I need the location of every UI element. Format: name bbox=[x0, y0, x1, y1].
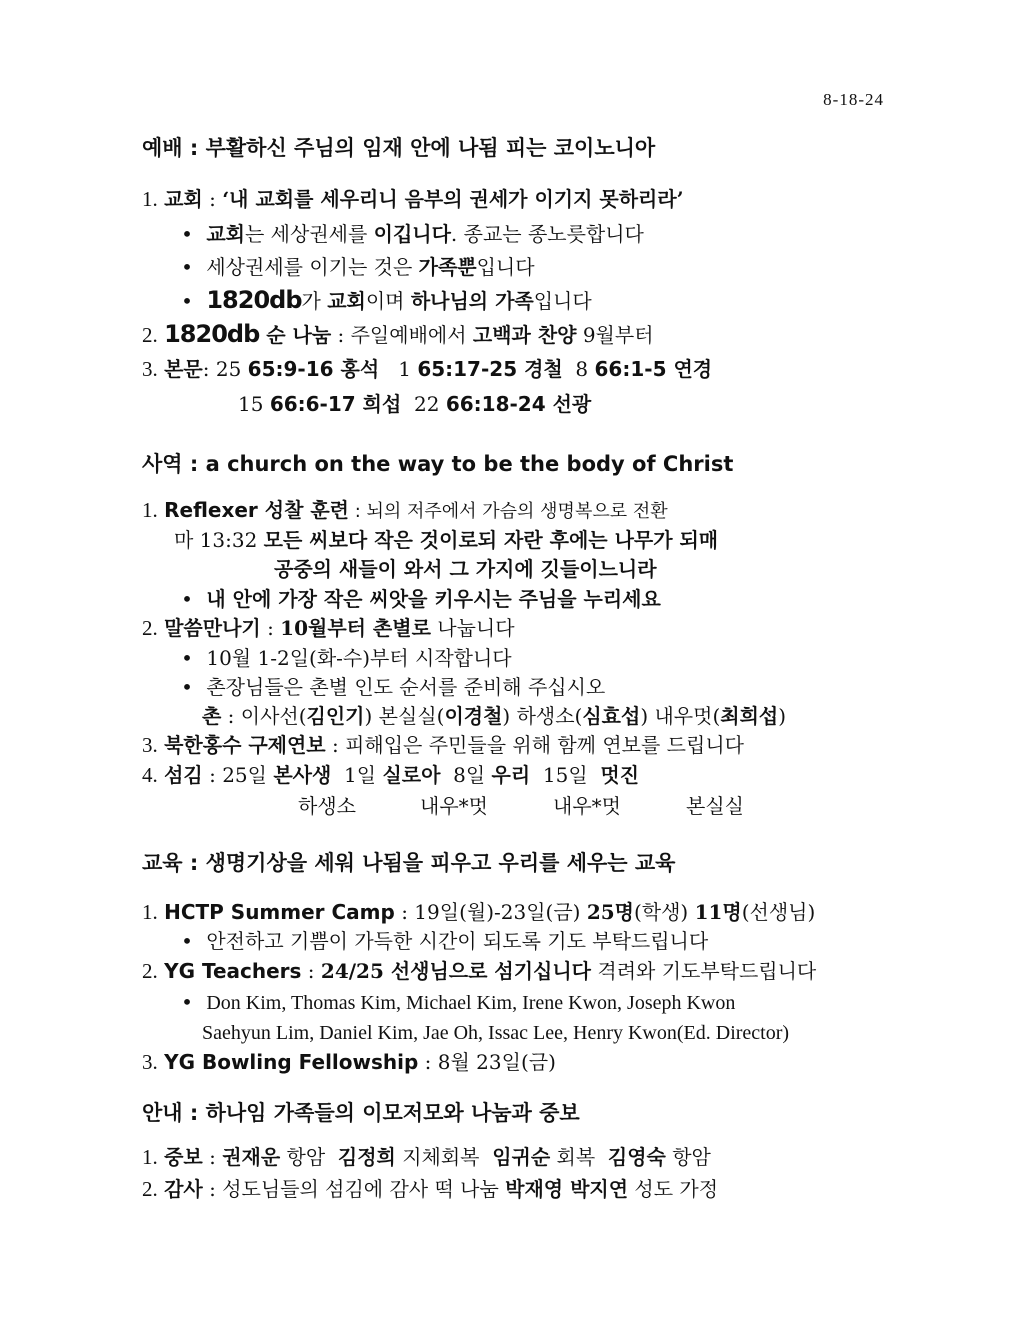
ministry-verse-1: 마 13:32 모든 씨보다 작은 것이로되 자란 후에는 나무가 되매 bbox=[174, 528, 719, 552]
ministry-item-4-groups: 하생소 내우*멋 내우*멋 본실실 bbox=[298, 794, 744, 818]
worship-bullet-3: • 1820db가 교회이며 하나님의 가족입니다 bbox=[181, 286, 592, 314]
1820db-logo: 1820db bbox=[164, 320, 260, 348]
education-heading: 교육 : 생명기상을 세워 나됨을 피우고 우리를 세우는 교육 bbox=[142, 851, 676, 875]
worship-bullet-1: • 교회는 세상권세를 이깁니다. 종교는 종노릇합니다 bbox=[181, 222, 644, 246]
worship-heading: 예배 : 부활하신 주님의 임재 안에 나됨 피는 코이노니아 bbox=[142, 136, 656, 160]
ministry-item-1: 1. Reflexer 성찰 훈련 : 뇌의 저주에서 가슴의 생명복으로 전환 bbox=[142, 498, 668, 522]
education-item-1: 1. HCTP Summer Camp : 19일(월)-23일(금) 25명(학생) 11명(선생님) bbox=[142, 900, 816, 924]
education-item-2: 2. YG Teachers : 24/25 선생님으로 섬기십니다 격려와 기도부탁드립니다 bbox=[142, 959, 817, 983]
ministry-verse-2: 공중의 새들이 와서 그 가지에 깃들이느니라 bbox=[274, 557, 657, 581]
ministry-bullet-3: • 촌장님들은 촌별 인도 순서를 준비해 주십시오 bbox=[181, 675, 606, 699]
worship-item-1: 1. 교회 : ‘내 교회를 세우리니 음부의 권세가 이기지 못하리라’ bbox=[142, 187, 684, 211]
education-names-1: • Don Kim, Thomas Kim, Michael Kim, Irene Kwon, Joseph Kwon bbox=[181, 990, 736, 1014]
worship-item-3-cont: 15 66:6-17 희섭 22 66:18-24 선광 bbox=[238, 392, 592, 416]
ministry-bullet-2: • 10월 1-2일(화-수)부터 시작합니다 bbox=[181, 646, 512, 670]
worship-item-3: 3. 본문: 25 65:9-16 홍석 1 65:17-25 경철 8 66:1-5 연경 bbox=[142, 357, 713, 381]
worship-item-2: 2. 1820db 순 나눔 : 주일예배에서 고백과 찬양 9월부터 bbox=[142, 320, 654, 348]
worship-bullet-2: • 세상권세를 이기는 것은 가족뿐입니다 bbox=[181, 255, 535, 279]
notice-item-1: 1. 중보 : 권재운 항암 김정희 지체회복 임귀순 회복 김영숙 항암 bbox=[142, 1145, 711, 1169]
ministry-bullet-1: • 내 안에 가장 작은 씨앗을 키우시는 주님을 누리세요 bbox=[181, 587, 661, 611]
1820db-logo: 1820db bbox=[206, 286, 302, 314]
date: 8-18-24 bbox=[823, 90, 884, 109]
ministry-item-3: 3. 북한홍수 구제연보 : 피해입은 주민들을 위해 함께 연보를 드립니다 bbox=[142, 733, 744, 757]
ministry-heading: 사역 : a church on the way to be the body of Christ bbox=[142, 452, 734, 476]
education-names-2: Saehyun Lim, Daniel Kim, Jae Oh, Issac Lee, Henry Kwon(Ed. Director) bbox=[202, 1022, 790, 1044]
ministry-item-2: 2. 말씀만나기 : 10월부터 촌별로 나눕니다 bbox=[142, 616, 515, 640]
notice-item-2: 2. 감사 : 성도님들의 섬김에 감사 떡 나눔 박재영 박지연 성도 가정 bbox=[142, 1177, 719, 1201]
ministry-item-4: 4. 섬김 : 25일 본사생 1일 실로아 8일 우리 15일 멋진 bbox=[142, 763, 640, 787]
notice-heading: 안내 : 하나임 가족들의 이모저모와 나눔과 중보 bbox=[142, 1101, 580, 1125]
education-item-3: 3. YG Bowling Fellowship : 8월 23일(금) bbox=[142, 1050, 556, 1074]
ministry-chon-list: 촌 : 이사선(김인기) 본실실(이경철) 하생소(심효섭) 내우멋(최희섭) bbox=[202, 704, 787, 728]
education-bullet-1: • 안전하고 기쁨이 가득한 시간이 되도록 기도 부탁드립니다 bbox=[181, 929, 709, 953]
